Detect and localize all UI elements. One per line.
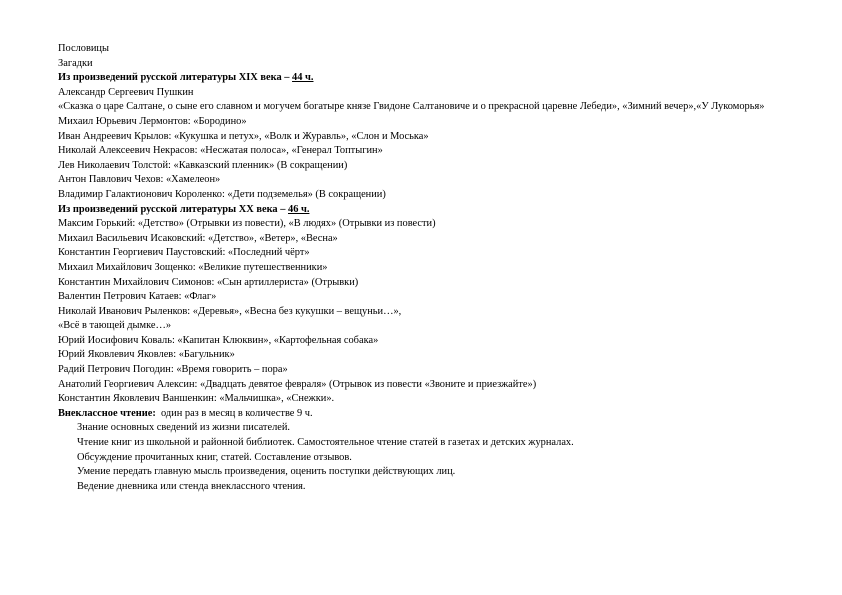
author-line: Антон Павлович Чехов: «Хамелеон» — [58, 174, 221, 186]
text-line: Пословицы — [58, 43, 109, 54]
author-line: Лев Николаевич Толстой: «Кавказский пленник» (В сокращении) — [58, 159, 348, 171]
list-item: Умение передать главную мысль произведения, оценить поступки действующих лиц. — [77, 466, 456, 478]
author-line: Константин Яковлевич Ваншенкин: «Мальчишка», «Снежки». — [58, 393, 335, 405]
author-line: Владимир Галактионович Короленко: «Дети подземелья» (В сокращении) — [58, 188, 386, 200]
document-body — [58, 42, 788, 494]
author-line: Михаил Михайлович Зощенко: «Великие путешественники» — [58, 261, 328, 273]
author-line: Константин Георгиевич Паустовский: «Последний чёрт» — [58, 247, 310, 259]
extracurricular-text: один раз в месяц в количестве 9 ч. — [155, 407, 313, 419]
author-line: Александр Сергеевич Пушкин — [58, 86, 194, 98]
works-line: «Сказка о царе Салтане, о сыне его славном и могучем богатыре князе Гвидоне Салтановиче и о прекрасной царевне Лебеди», «Зимний вечер»,«У Лукоморья» — [58, 101, 765, 113]
list-item: Знание основных сведений из жизни писателей. — [77, 422, 291, 434]
section-heading-19th-century — [58, 71, 788, 86]
section-heading-20th-century — [58, 203, 788, 218]
author-line: Николай Алексеевич Некрасов: «Несжатая полоса», «Генерал Топтыгин» — [58, 145, 383, 157]
list-item: Чтение книг из школьной и районной библиотек. Самостоятельное чтение статей в газетах и детских журналах. — [77, 437, 574, 449]
author-line: Михаил Юрьевич Лермонтов: «Бородино» — [58, 115, 247, 127]
section-heading-text: Из произведений русской литературы XX века – — [58, 203, 288, 215]
author-line: Николай Иванович Рыленков: «Деревья», «Весна без кукушки – вещуньи…», — [58, 305, 402, 317]
list-item: Обсуждение прочитанных книг, статей. Составление отзывов. — [77, 451, 352, 463]
section-heading-text: Из произведений русской литературы XIX века – — [58, 72, 293, 84]
author-line: Михаил Васильевич Исаковский: «Детство», «Ветер», «Весна» — [58, 232, 338, 244]
section-hours: 46 ч. — [288, 203, 310, 215]
list-item: Ведение дневника или стенда внеклассного чтения. — [77, 480, 306, 492]
author-line: Радий Петрович Погодин: «Время говорить – пора» — [58, 364, 288, 376]
author-line: Анатолий Георгиевич Алексин: «Двадцать девятое февраля» (Отрывок из повести «Звоните и приезжайте») — [58, 378, 537, 390]
author-line: «Всё в тающей дымке…» — [58, 320, 172, 332]
section-hours: 44 ч. — [292, 72, 314, 84]
text-line: Загадки — [58, 57, 93, 69]
author-line: Юрий Иосифович Коваль: «Капитан Клюквин», «Картофельная собака» — [58, 334, 379, 346]
author-line: Константин Михайлович Симонов: «Сын артиллериста» (Отрывки) — [58, 276, 359, 288]
author-line: Валентин Петрович Катаев: «Флаг» — [58, 291, 217, 303]
author-line: Иван Андреевич Крылов: «Кукушка и петух», «Волк и Журавль», «Слон и Моська» — [58, 130, 429, 142]
extracurricular-label: Внеклассное чтение: — [58, 407, 156, 419]
author-line: Юрий Яковлевич Яковлев: «Багульник» — [58, 349, 235, 361]
extracurricular-reading — [58, 407, 788, 422]
author-line: Максим Горький: «Детство» (Отрывки из повести), «В людях» (Отрывки из повести) — [58, 218, 436, 230]
